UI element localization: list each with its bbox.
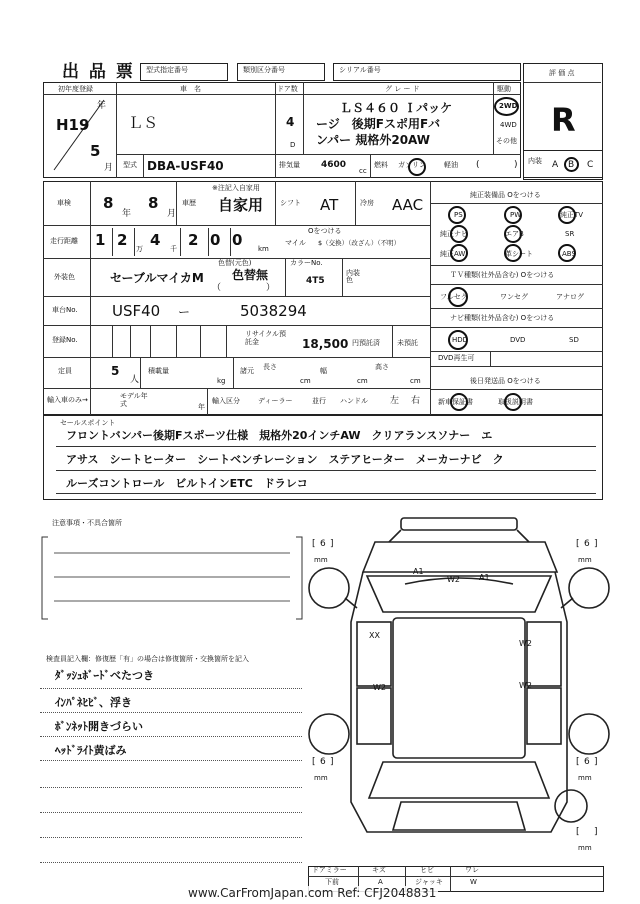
- first-reg-label: 初年度登録: [58, 85, 93, 93]
- grade-line3: ンパー 規格外20AW: [316, 133, 431, 147]
- usage-type: 自家用: [218, 196, 264, 214]
- mileage-options: $（交換）（改ざん）（不明）: [318, 239, 401, 247]
- recycle-fee: 18,500: [302, 337, 349, 351]
- ac-type: AAC: [392, 196, 424, 214]
- legend-mark-mirror: 下前: [325, 878, 339, 886]
- equip-navi-circle: [450, 225, 468, 243]
- shaken-year: 8: [103, 194, 114, 212]
- mileage-digits: 1 2 万 4 千 2 0 0 km: [95, 231, 269, 253]
- equip-aw-circle: [450, 244, 468, 262]
- note-item-3: ﾎﾞﾝﾈｯﾄ開きづらい: [55, 720, 143, 733]
- navi-hdd-circle: [448, 330, 468, 350]
- docs-title: 後日発送品 Oをつける: [470, 377, 541, 385]
- damage-xx: XX: [369, 631, 380, 640]
- equip-pw-circle: [504, 206, 522, 224]
- caution-label: 注意事項・不具合箇所: [52, 519, 122, 527]
- model-code: DBA-USF40: [147, 159, 224, 173]
- grade-label: グ レ ー ド: [385, 85, 420, 93]
- equip-abs-circle: [558, 244, 576, 262]
- damage-w2-r2: W2: [519, 681, 532, 690]
- auction-sheet: 出 品 票 型式指定番号 類別区分番号 シリアル番号 評 価 点 R 初年度登録 車 名 ドア数 グ レ ー ド 駆動 年 月 H19 5 ＬＳ 4 D ＬＳ４６０ Ｉパッケ ージ 後期Fスポ用Fバ ンパー 規格外20AW 2WD 4WD その他 型式 DBA-USF40 排気量 4600 cc 燃料 ガソリン 軽油 ( ) 内装 A B C 車検 8 年 8 月 車歴 ※注記入自家用 自家用 シフト AT Oをつける 冷房 AAC 走行距離 1 2 万 4 千 2 0 0 km マイル $（交換）（改ざん）（不明） 外装色 セーブルマイカM 色替(元色) 色替無 （ ） カラーNo. 4T5 内装色 車台No. USF40 ー 5038294 登録No. リサイクル預託金 18,500 円預託済 未預託 定員 5 人 積載量 kg 諸元 長さ cm 幅 cm 高さ cm 輸入車のみ→ モデル年式 年 輸入区分 ディーラー 並行 ハンドル 左 右 純正装備品 Oをつける PS PW 純正TV 純正ナビ エアB SR 純正AW 革シート ABS ＴＶ種類(社外品含む) Oをつける フルセグ ワンセグ アナログ ナビ種類(社外品含む) Oをつける HDD DVD SD DVD再生可 後日発送品 Oをつける 新車保証書 取扱説明書 セールスポイント フロントバンパー後期Fスポーツ仕様 規格外20インチAW クリアランスソナー エ アサス シートヒーター シートベンチレーション ステアヒーター メーカーナビ ク ルーズコントロール ビルトインETC ドラレコ 注意事項・不具合箇所 検査員記入欄：修復歴「有」の場合は修復箇所・交換箇所を記入 ﾀﾞｯｼｭﾎﾞｰﾄﾞべたつき ｲﾝﾊﾟﾈﾋﾋﾞ、浮き ﾎﾞﾝﾈｯﾄ開きづらい ﾍｯﾄﾞﾗｲﾄ黄ばみ A1 W2 A1 XX W2 W2 W2 [ 6 ] mm [ 6 ] mm [ 6 ] mm [ 6 ] mm [ ] mm ドアミラー キズ ヒビ ワレ 下前 A ジャッキ W www.CarFromJapan.com Ref: CFJ2048831: [0, 0, 640, 904]
- legend-label-mirror: ドアミラー: [312, 866, 347, 874]
- body-color: セーブルマイカM: [110, 271, 204, 285]
- fuel-gasoline-circle: [408, 158, 426, 176]
- docs-manual-circle: [504, 393, 522, 411]
- damage-w2-l2: W2: [373, 683, 386, 692]
- first-reg-month: 5: [90, 142, 101, 160]
- displacement: 4600: [321, 160, 347, 170]
- chassis-number: 5038294: [240, 302, 307, 320]
- drive-2wd-circle: [494, 97, 519, 116]
- note-item-2: ｲﾝﾊﾟﾈﾋﾋﾞ、浮き: [55, 696, 132, 709]
- eval-label: 評 価 点: [549, 69, 575, 77]
- damage-w2-r1: W2: [519, 639, 532, 648]
- equip-tv-circle: [558, 206, 576, 224]
- damage-w2-front: W2: [447, 575, 460, 584]
- shaken-month: 8: [148, 194, 159, 212]
- first-reg-year: H19: [56, 116, 90, 134]
- interior-b-circle: [564, 157, 579, 172]
- legend-label-break: ワレ: [465, 866, 479, 874]
- drive-label: 駆動: [497, 85, 511, 93]
- capacity: 5: [111, 364, 120, 378]
- recolor-status: 色替無: [232, 268, 269, 282]
- watermark: www.CarFromJapan.com Ref: CFJ2048831: [188, 886, 437, 900]
- legend-mark-scratch: A: [378, 878, 383, 886]
- car-name: ＬＳ: [128, 114, 159, 132]
- doors-label: ドア数: [277, 85, 298, 93]
- kata-shitei-field: 型式指定番号: [140, 63, 228, 81]
- eval-score: R: [551, 101, 576, 139]
- legend-mark-break: W: [470, 878, 477, 886]
- tv-fullseg-circle: [448, 287, 468, 307]
- equip-ps-circle: [448, 206, 466, 224]
- tv-title: ＴＶ種類(社外品含む) Oをつける: [450, 271, 555, 279]
- equip-airbag-circle: [504, 225, 522, 243]
- docs-warranty-circle: [450, 393, 468, 411]
- damage-a1-left: A1: [413, 567, 424, 576]
- chassis-model: USF40: [112, 302, 161, 320]
- legend-label-crack: ヒビ: [420, 866, 434, 874]
- legend-label-scratch: キズ: [372, 866, 386, 874]
- note-item-1: ﾀﾞｯｼｭﾎﾞｰﾄﾞべたつき: [55, 669, 154, 682]
- sales-line1: フロントバンパー後期Fスポーツ仕様 規格外20インチAW クリアランスソナー エ: [66, 429, 493, 442]
- sales-line2: アサス シートヒーター シートベンチレーション ステアヒーター メーカーナビ ク: [66, 453, 504, 466]
- drive-2wd: 2WD: [499, 102, 518, 110]
- car-damage-diagram: [305, 512, 625, 842]
- damage-a1-right: A1: [479, 573, 490, 582]
- caution-bracket: [38, 527, 308, 627]
- door-count: 4: [286, 115, 295, 129]
- sales-line3: ルーズコントロール ビルトインETC ドラレコ: [66, 477, 308, 490]
- name-label: 車 名: [180, 85, 201, 93]
- inspector-label: 検査員記入欄：修復歴「有」の場合は修復箇所・交換箇所を記入: [46, 655, 249, 663]
- note-item-4: ﾍｯﾄﾞﾗｲﾄ黄ばみ: [55, 744, 127, 757]
- shift-type: AT: [320, 196, 339, 214]
- equip-title: 純正装備品 Oをつける: [470, 191, 541, 199]
- grade-line1: ＬＳ４６０ Ｉパッケ: [340, 101, 453, 115]
- document-title: 出 品 票: [62, 62, 135, 82]
- serial-field: シリアル番号: [333, 63, 521, 81]
- ruibetsu-field: 類別区分番号: [237, 63, 325, 81]
- color-number: 4T5: [306, 276, 325, 286]
- equip-leather-circle: [504, 244, 522, 262]
- grade-line2: ージ 後期Fスポ用Fバ: [316, 117, 441, 131]
- sales-label: セールスポイント: [60, 419, 116, 427]
- navi-title: ナビ種類(社外品含む) Oをつける: [450, 314, 555, 322]
- fuel-gasoline: ガソリン: [398, 161, 426, 169]
- legend-mark-crack: ジャッキ: [415, 878, 443, 886]
